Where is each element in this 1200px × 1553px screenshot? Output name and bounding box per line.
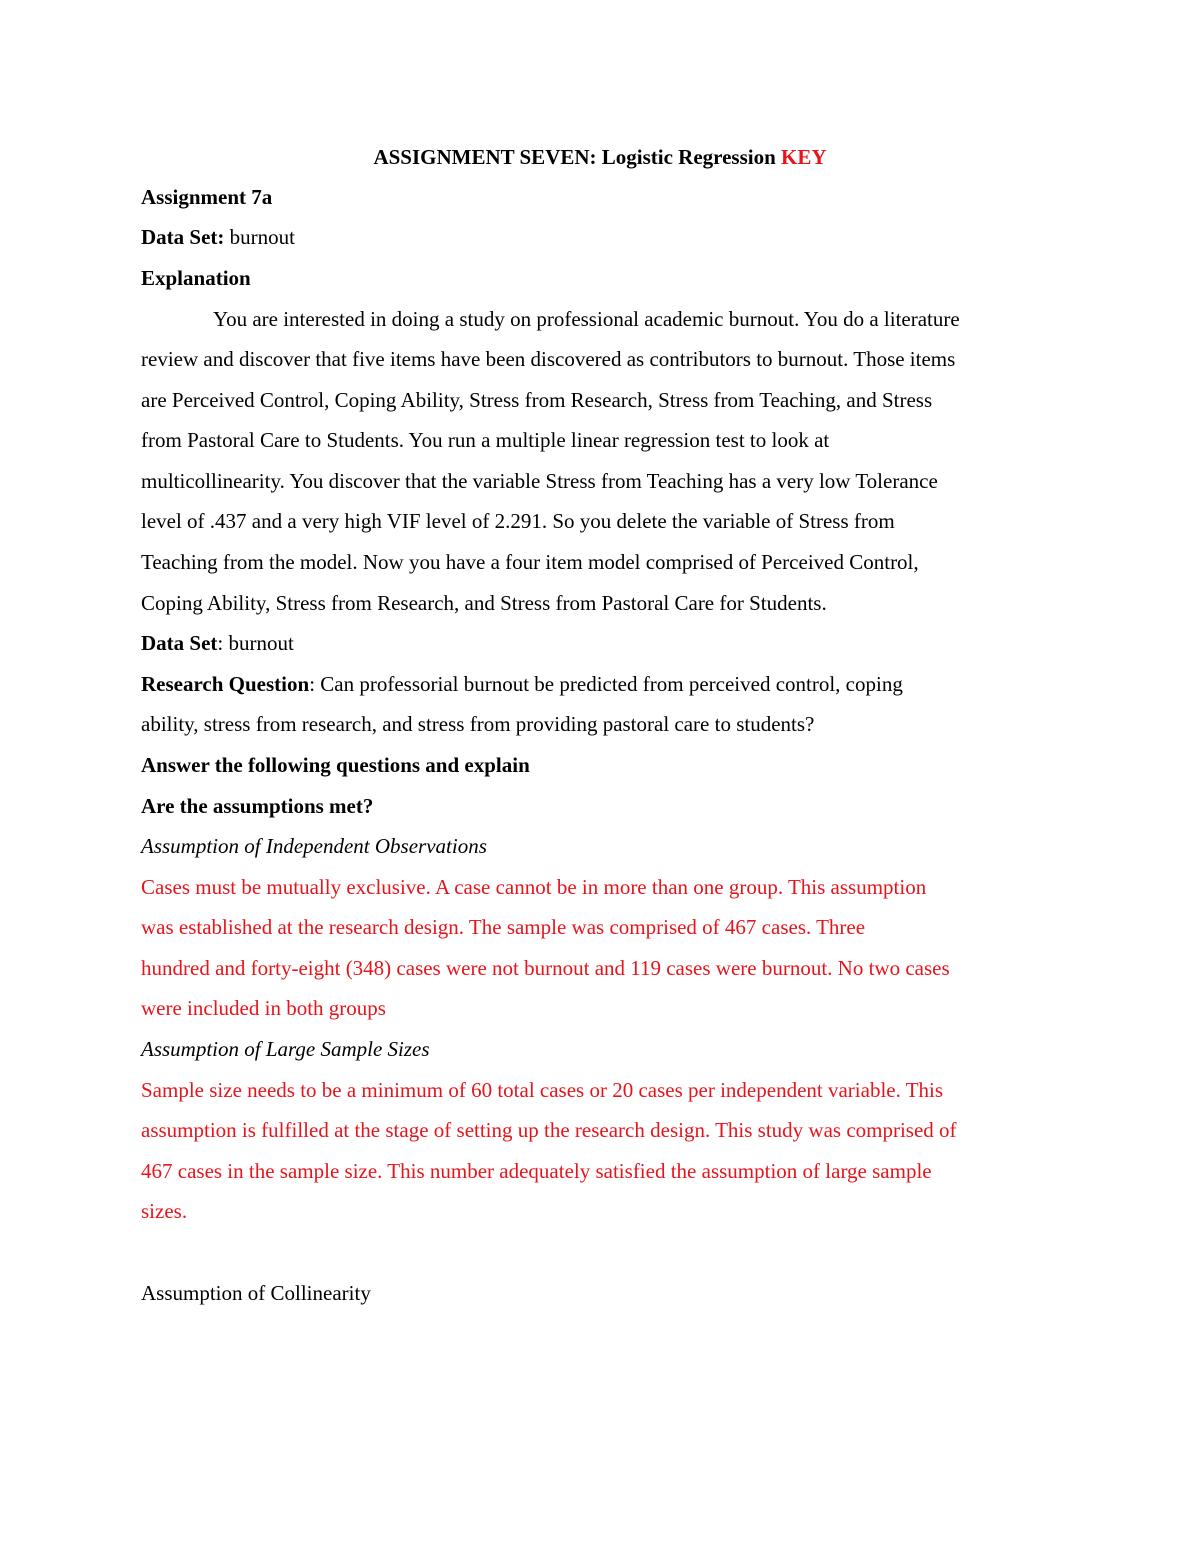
explanation-line: You are interested in doing a study on professional academic burnout. You do a literature	[213, 307, 960, 331]
explanation-line: level of .437 and a very high VIF level of 2.291. So you delete the variable of Stress from	[141, 509, 895, 533]
explanation-line: review and discover that five items have been discovered as contributors to burnout. Those items	[141, 347, 956, 371]
research-question-line	[141, 671, 903, 697]
explanation-heading: Explanation	[141, 266, 251, 290]
assumption-sample-line: Sample size needs to be a minimum of 60 total cases or 20 cases per independent variable. This	[141, 1078, 944, 1102]
assumptions-heading: Are the assumptions met?	[141, 794, 374, 818]
dataset-line-2	[141, 630, 294, 656]
explanation-line: Coping Ability, Stress from Research, and Stress from Pastoral Care for Students.	[141, 591, 827, 615]
assumption-sample-heading: Assumption of Large Sample Sizes	[141, 1037, 430, 1061]
assumption-collinearity-heading: Assumption of Collinearity	[141, 1281, 371, 1305]
assumption-independent-line: were included in both groups	[141, 996, 386, 1020]
research-question-line-2: ability, stress from research, and stress from providing pastoral care to students?	[141, 712, 815, 736]
explanation-line: are Perceived Control, Coping Ability, Stress from Research, Stress from Teaching, and Stress	[141, 388, 933, 412]
explanation-line: from Pastoral Care to Students. You run a multiple linear regression test to look at	[141, 428, 830, 452]
dataset-line	[141, 224, 295, 250]
assumption-sample-line: 467 cases in the sample size. This number adequately satisfied the assumption of large sample	[141, 1159, 932, 1183]
assumption-independent-line: Cases must be mutually exclusive. A case cannot be in more than one group. This assumption	[141, 875, 927, 899]
dataset2-value: : burnout	[217, 631, 294, 655]
assumption-independent-line: was established at the research design. The sample was comprised of 467 cases. Three	[141, 915, 866, 939]
explanation-line: Teaching from the model. Now you have a four item model comprised of Perceived Control,	[141, 550, 919, 574]
dataset2-label: Data Set	[141, 631, 218, 655]
dataset-value: burnout	[224, 225, 295, 249]
assumption-sample-line: sizes.	[141, 1199, 188, 1223]
assumption-independent-heading: Assumption of Independent Observations	[141, 834, 487, 858]
assumption-sample-line: assumption is fulfilled at the stage of setting up the research design. This study was comprised of	[141, 1118, 957, 1142]
dataset-label: Data Set:	[141, 225, 225, 249]
title-key: KEY	[781, 145, 827, 169]
research-question-text: : Can professorial burnout be predicted from perceived control, coping	[309, 672, 903, 696]
answer-heading: Answer the following questions and explain	[141, 753, 530, 777]
page-title	[0, 144, 1200, 170]
assignment-heading: Assignment 7a	[141, 185, 273, 209]
research-question-label: Research Question	[141, 672, 310, 696]
assumption-independent-line: hundred and forty-eight (348) cases were not burnout and 119 cases were burnout. No two cases	[141, 956, 950, 980]
explanation-line: multicollinearity. You discover that the variable Stress from Teaching has a very low Tolerance	[141, 469, 938, 493]
title-main: ASSIGNMENT SEVEN: Logistic Regression	[373, 145, 782, 169]
